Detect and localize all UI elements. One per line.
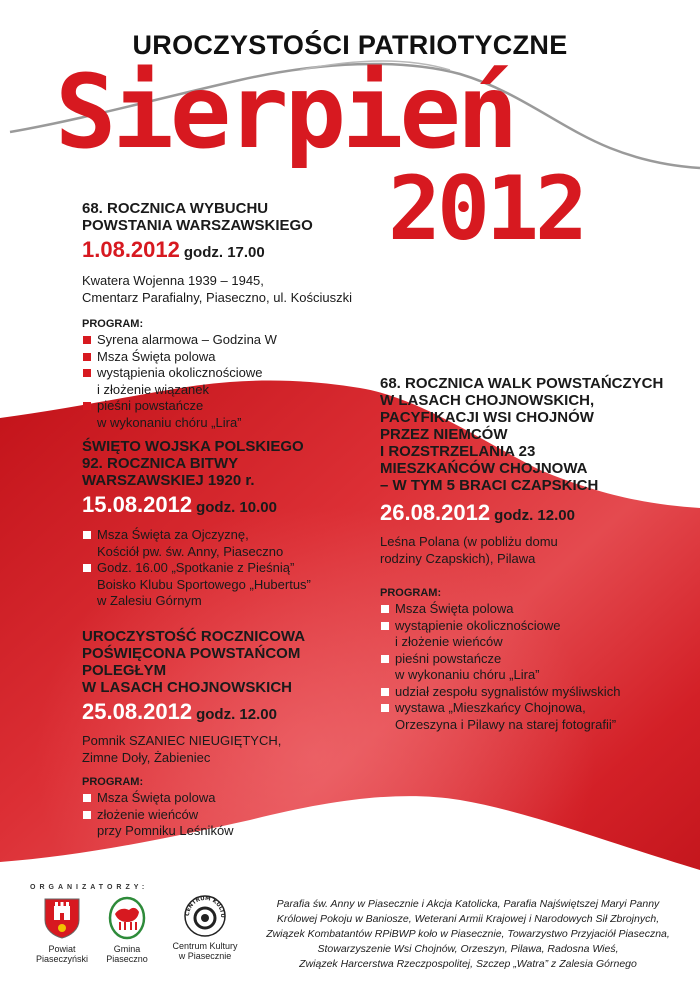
list-item: Godz. 16.00 „Spotkanie z Pieśnią” Boisko Klubu Sportowego „Hubertus” w Zalesiu Górnym <box>82 560 372 610</box>
event-chojnow-forest-ceremony <box>82 628 372 840</box>
list-item: Msza Święta za Ojczyznę, Kościół pw. św. Anny, Piaseczno <box>82 527 372 560</box>
event-time: godz. 10.00 <box>196 499 277 516</box>
event-title: UROCZYSTOŚĆ ROCZNICOWA POŚWIĘCONA POWSTAŃCOM POLEGŁYM W LASACH CHOJNOWSKICH <box>82 628 306 696</box>
organizer-culture-center <box>160 893 250 961</box>
event-title: 68. ROCZNICA WALK POWSTAŃCZYCH W LASACH CHOJNOWSKICH, PACYFIKACJI WSI CHOJNÓW PRZEZ NIEMCÓW I ROZSTRZELANIA 23 MIESZKAŃCÓW CHOJNOWA – W TYM 5 BRACI CZAPSKICH <box>380 375 664 494</box>
list-item: Syrena alarmowa – Godzina W <box>82 332 382 349</box>
program-list <box>82 790 372 840</box>
event-time: godz. 17.00 <box>183 244 265 261</box>
organizer-name: Powiat Piaseczyński <box>35 944 89 964</box>
organizer-county <box>22 896 102 964</box>
organizer-name: Gmina Piaseczno <box>106 944 148 964</box>
program-list <box>82 332 382 431</box>
event-polish-army-day <box>82 438 372 610</box>
program-label: PROGRAM: <box>82 776 144 788</box>
list-item: złożenie wieńców przy Pomniku Leśników <box>82 807 372 840</box>
event-date: 26.08.2012 godz. 12.00 <box>380 500 575 525</box>
event-chojnow-battles-anniversary <box>380 375 690 733</box>
list-item: pieśni powstańcze w wykonaniu chóru „Lira” <box>82 398 382 431</box>
program-list <box>380 601 690 733</box>
event-uprising-anniversary <box>82 200 382 431</box>
program-label: PROGRAM: <box>380 587 442 599</box>
event-time: godz. 12.00 <box>494 507 575 524</box>
event-place: Pomnik SZANIEC NIEUGIĘTYCH, Zimne Doły, Żabieniec <box>82 733 282 765</box>
event-date: 15.08.2012 godz. 10.00 <box>82 492 277 517</box>
list-item: wystąpienie okolicznościowe i złożenie wieńców <box>380 618 690 651</box>
list-item: pieśni powstańcze w wykonaniu chóru „Lira” <box>380 651 690 684</box>
event-place: Leśna Polana (w pobliżu domu rodziny Czapskich), Pilawa <box>380 534 558 566</box>
culture-center-logo-icon <box>182 893 228 939</box>
event-title: 68. ROCZNICA WYBUCHU POWSTANIA WARSZAWSKIEGO <box>82 200 313 234</box>
poster-month-title: Sierpień <box>55 53 515 172</box>
event-date: 1.08.2012 godz. 17.00 <box>82 237 265 262</box>
event-place: Kwatera Wojenna 1939 – 1945, Cmentarz Parafialny, Piaseczno, ul. Kościuszki <box>82 273 352 305</box>
list-item: Msza Święta polowa <box>82 790 372 807</box>
list-item: Msza Święta polowa <box>82 349 382 366</box>
svg-text:CENTRUM KULTURY: CENTRUM KULTU <box>184 895 226 918</box>
list-item: wystawa „Mieszkańcy Chojnowa, Orzeszyna i Pilawy na starej fotografii” <box>380 700 690 733</box>
event-date: 25.08.2012 godz. 12.00 <box>82 699 277 724</box>
poster-top-title: UROCZYSTOŚCI PATRIOTYCZNE <box>132 30 568 60</box>
list-item: wystąpienia okolicznościowe i złożenie wiązanek <box>82 365 382 398</box>
organizer-name: Centrum Kultury w Piasecznie <box>172 941 238 961</box>
county-crest-icon <box>42 896 82 940</box>
partners-list: Parafia św. Anny w Piasecznie i Akcja Katolicka, Parafia Najświętszej Maryi Panny Królowej Pokoju w Baniosze, Weterani Armii Krajowej i Narodowych Sił Zbrojnych, Związek Kombatantów RPiBWP koło w Piasecznie, Towarzystwo Przyjaciół Piaseczna, Stowarzyszenie Wsi Chojnów, Orzeszyn, Pilawa, Radosna Wieś, Związek Harcerstwa Rzeczpospolitej, Szczep „Watra” z Zalesia Górnego <box>266 898 670 970</box>
program-label: PROGRAM: <box>82 318 144 330</box>
organizers-label: ORGANIZATORZY: <box>30 884 149 891</box>
event-title: ŚWIĘTO WOJSKA POLSKIEGO 92. ROCZNICA BITWY WARSZAWSKIEJ 1920 r. <box>82 438 304 489</box>
program-list <box>82 527 372 610</box>
municipality-crest-icon <box>107 896 147 940</box>
organizer-municipality <box>92 896 162 964</box>
list-item: Msza Święta polowa <box>380 601 690 618</box>
poster-year-title: 2012 <box>388 157 584 260</box>
list-item: udział zespołu sygnalistów myśliwskich <box>380 684 690 701</box>
event-time: godz. 12.00 <box>196 706 277 723</box>
